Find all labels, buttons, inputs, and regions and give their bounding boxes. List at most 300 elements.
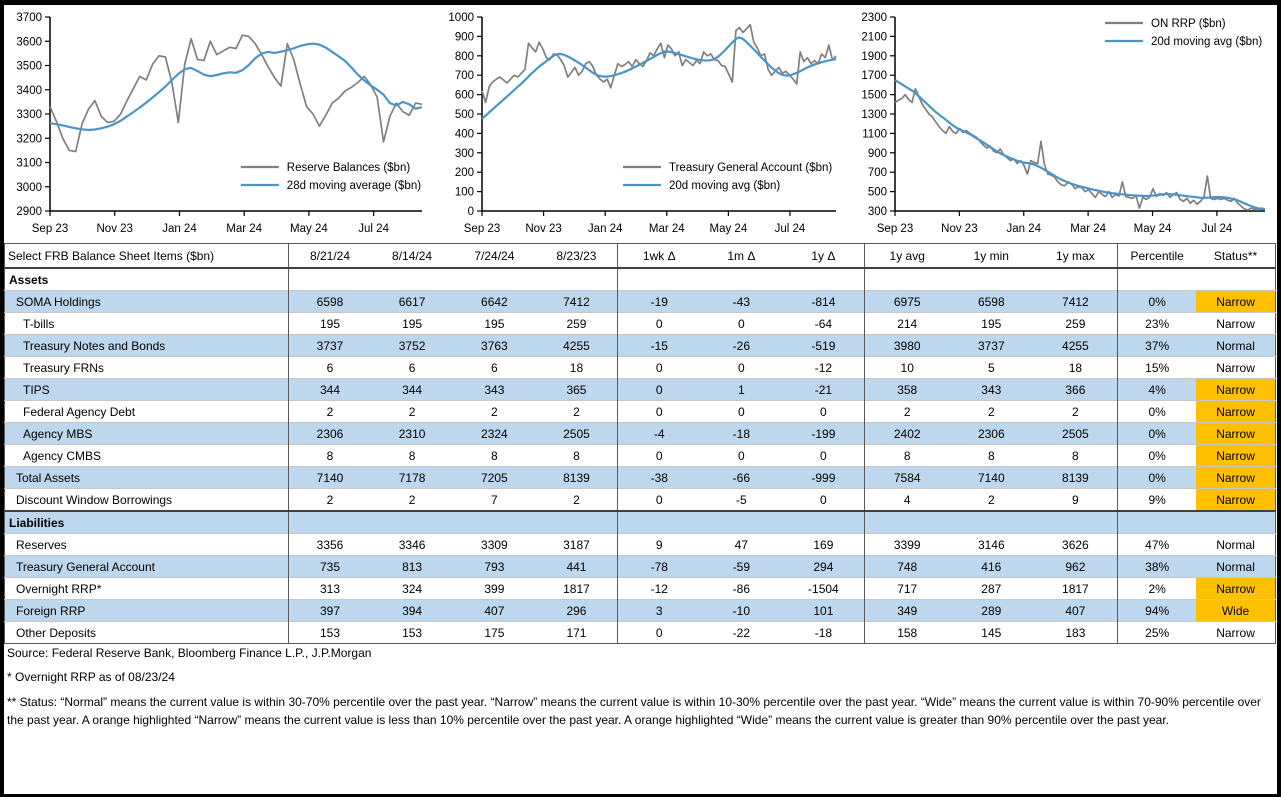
value-cell: 3399 [865,534,949,556]
table-row [5,489,1276,512]
legend-label: Reserve Balances ($bn) [286,162,411,174]
value-cell: 2 [1033,401,1117,423]
status-cell: Narrow [1196,445,1275,467]
value-cell: 145 [949,622,1033,644]
footnote-overnight-rrp: * Overnight RRP as of 08/23/24 [7,670,175,685]
value-cell: 407 [453,600,535,622]
value-cell: -15 [618,335,700,357]
row-label: T-bills [5,313,289,335]
x-tick-label: Sep 23 [463,223,500,235]
value-cell: -22 [700,622,782,644]
column-header: 1m Δ [700,244,782,269]
status-cell: Narrow [1196,489,1275,512]
table-row [5,556,1276,578]
value-cell: 195 [949,313,1033,335]
table-row [5,291,1276,313]
reserve-balances-chart-svg [6,7,430,241]
value-cell: 0 [618,489,700,512]
value-cell: 3737 [289,335,371,357]
value-cell: 4255 [536,335,618,357]
value-cell: 8 [949,445,1033,467]
row-label: Treasury Notes and Bonds [5,335,289,357]
value-cell: 171 [536,622,618,644]
y-tick-label: 600 [454,89,474,102]
table-row [5,578,1276,600]
table-body [5,268,1276,644]
table-row [5,357,1276,379]
value-cell: 0 [618,622,700,644]
value-cell: 214 [865,313,949,335]
value-cell: 259 [1033,313,1117,335]
value-cell [782,268,864,291]
y-tick-label: 1500 [861,89,887,102]
percentile-cell: 2% [1118,578,1196,600]
value-cell: 8 [865,445,949,467]
value-cell: 294 [782,556,864,578]
row-label: Assets [5,268,289,291]
row-label: Overnight RRP* [5,578,289,600]
value-cell: -999 [782,467,864,489]
value-cell: 169 [782,534,864,556]
value-cell: 9 [1033,489,1117,512]
value-cell: 962 [1033,556,1117,578]
value-cell: 9 [618,534,700,556]
x-tick-label: May 24 [709,223,747,235]
y-tick-label: 3400 [16,84,42,97]
percentile-cell: 47% [1118,534,1196,556]
row-label: SOMA Holdings [5,291,289,313]
y-tick-label: 2900 [16,206,42,218]
column-header: Percentile [1118,244,1196,269]
y-tick-label: 3300 [16,109,42,121]
status-cell: Narrow [1196,357,1275,379]
value-cell: 2 [289,489,371,512]
on-rrp-chart [851,7,1273,246]
y-tick-label: 3700 [16,12,42,24]
percentile-cell: 94% [1118,600,1196,622]
value-cell: 8 [1033,445,1117,467]
row-label: Foreign RRP [5,600,289,622]
value-cell: 296 [536,600,618,622]
series-line [482,25,836,103]
percentile-cell [1118,268,1196,291]
section-row [5,268,1276,291]
value-cell: -519 [782,335,864,357]
value-cell: -5 [700,489,782,512]
status-cell: Narrow [1196,423,1275,445]
column-header: 1y Δ [782,244,864,269]
value-cell: 3980 [865,335,949,357]
row-label: Treasury FRNs [5,357,289,379]
table-row [5,423,1276,445]
value-cell: 2 [371,401,453,423]
value-cell: 0 [618,401,700,423]
value-cell: 416 [949,556,1033,578]
column-header: 1y min [949,244,1033,269]
value-cell: 3146 [949,534,1033,556]
value-cell [618,268,700,291]
y-tick-label: 1700 [861,70,887,83]
series-line [50,35,422,151]
value-cell: -86 [700,578,782,600]
table-row [5,534,1276,556]
value-cell: 3 [618,600,700,622]
value-cell: 47 [700,534,782,556]
column-header: Status** [1196,244,1275,269]
percentile-cell: 0% [1118,401,1196,423]
value-cell: 7412 [1033,291,1117,313]
section-row [5,511,1276,534]
y-tick-label: 500 [867,186,887,199]
value-cell: 2310 [371,423,453,445]
row-label: Total Assets [5,467,289,489]
row-label: Federal Agency Debt [5,401,289,423]
table-row [5,600,1276,622]
value-cell [618,511,700,534]
value-cell: -43 [700,291,782,313]
value-cell: 2 [865,401,949,423]
value-cell: 8139 [536,467,618,489]
value-cell [289,268,371,291]
value-cell: -12 [782,357,864,379]
y-tick-label: 1100 [862,128,887,141]
value-cell: 394 [371,600,453,622]
y-tick-label: 3600 [16,36,42,49]
y-tick-label: 3000 [16,181,42,194]
x-tick-label: Nov 23 [524,223,562,235]
value-cell [371,268,453,291]
value-cell: 287 [949,578,1033,600]
value-cell: 0 [782,445,864,467]
value-cell: 158 [865,622,949,644]
value-cell: 3626 [1033,534,1117,556]
value-cell: -78 [618,556,700,578]
value-cell [371,511,453,534]
value-cell: 8 [289,445,371,467]
value-cell: 6642 [453,291,535,313]
percentile-cell: 0% [1118,445,1196,467]
value-cell: 2 [949,401,1033,423]
status-cell: Narrow [1196,379,1275,401]
value-cell: 313 [289,578,371,600]
value-cell: 8 [536,445,618,467]
y-tick-label: 1000 [447,12,474,24]
value-cell: -18 [700,423,782,445]
percentile-cell: 37% [1118,335,1196,357]
value-cell: 6 [289,357,371,379]
value-cell: 153 [289,622,371,644]
series-line [482,37,836,119]
value-cell: 259 [536,313,618,335]
y-tick-label: 300 [867,206,887,218]
reserve-balances-chart [6,7,430,246]
value-cell: 195 [289,313,371,335]
status-cell [1196,511,1275,534]
status-cell: Narrow [1196,291,1275,313]
table-row [5,335,1276,357]
row-label: TIPS [5,379,289,401]
value-cell: 2505 [536,423,618,445]
value-cell: 195 [371,313,453,335]
value-cell: 2 [289,401,371,423]
status-cell: Normal [1196,335,1275,357]
value-cell [949,268,1033,291]
y-tick-label: 0 [467,206,474,218]
x-tick-label: Jul 24 [774,223,805,235]
value-cell: -64 [782,313,864,335]
column-header: 8/14/24 [371,244,453,269]
value-cell [536,268,618,291]
legend-label: 20d moving avg ($bn) [1151,36,1263,48]
footnote-status-definition: ** Status: “Normal” means the current value is within 30-70% percentile over the past year. “Narrow” means the current value is within 10-30% percentile over the past year. “Wide” means the current value is within 70-90% percentile over the past year. A orange highlighted “Narrow” means the current value is less than 10% percentile over the past year. A orange highlighted “Wide” means the current value is greater than 90% percentile over the past year. [7,694,1261,728]
value-cell: 0 [782,489,864,512]
percentile-cell: 38% [1118,556,1196,578]
value-cell: 1 [700,379,782,401]
status-cell [1196,268,1275,291]
value-cell: 735 [289,556,371,578]
table-row [5,467,1276,489]
value-cell: 2306 [289,423,371,445]
percentile-cell: 4% [1118,379,1196,401]
value-cell: 358 [865,379,949,401]
percentile-cell: 9% [1118,489,1196,512]
percentile-cell [1118,511,1196,534]
percentile-cell: 15% [1118,357,1196,379]
x-tick-label: Jan 24 [587,223,622,235]
value-cell: 2402 [865,423,949,445]
value-cell: -4 [618,423,700,445]
value-cell [453,511,535,534]
x-tick-label: Nov 23 [96,223,133,235]
value-cell: 175 [453,622,535,644]
source-note: Source: Federal Reserve Bank, Bloomberg Finance L.P., J.P.Morgan [7,646,372,660]
y-tick-label: 3500 [16,60,42,73]
value-cell: 2505 [1033,423,1117,445]
column-header: 1wk Δ [618,244,700,269]
y-tick-label: 2300 [861,12,887,24]
x-tick-label: Jan 24 [1006,223,1042,235]
value-cell [289,511,371,534]
value-cell [1033,268,1117,291]
value-cell: 0 [700,401,782,423]
x-tick-label: Sep 23 [31,223,69,235]
value-cell: -814 [782,291,864,313]
value-cell: 3737 [949,335,1033,357]
value-cell: 343 [453,379,535,401]
value-cell: 2324 [453,423,535,445]
status-cell: Normal [1196,556,1275,578]
row-label: Agency CMBS [5,445,289,467]
value-cell: 195 [453,313,535,335]
value-cell [1033,511,1117,534]
status-cell: Normal [1196,534,1275,556]
y-tick-label: 300 [454,147,474,160]
x-tick-label: Mar 24 [226,223,263,235]
value-cell: 0 [700,445,782,467]
value-cell: 344 [289,379,371,401]
value-cell: 324 [371,578,453,600]
table-row [5,445,1276,467]
row-label: Agency MBS [5,423,289,445]
value-cell [949,511,1033,534]
value-cell: 5 [949,357,1033,379]
table-header [5,244,1276,269]
y-tick-label: 100 [454,186,474,199]
status-cell: Narrow [1196,578,1275,600]
value-cell: 6617 [371,291,453,313]
value-cell: 3309 [453,534,535,556]
x-tick-label: Mar 24 [648,223,685,235]
legend-label: 20d moving avg ($bn) [668,180,780,192]
value-cell: 441 [536,556,618,578]
value-cell: 0 [618,445,700,467]
value-cell: -26 [700,335,782,357]
value-cell: 2 [536,401,618,423]
y-tick-label: 3200 [16,133,42,146]
y-tick-label: 3100 [16,157,42,170]
row-label: Reserves [5,534,289,556]
x-tick-label: Jan 24 [162,223,197,235]
x-tick-label: Mar 24 [1070,223,1107,235]
value-cell: 7205 [453,467,535,489]
status-cell: Wide [1196,600,1275,622]
y-tick-label: 1300 [861,109,887,121]
value-cell: 2 [453,401,535,423]
value-cell: 101 [782,600,864,622]
column-header: 8/21/24 [289,244,371,269]
column-header: 7/24/24 [453,244,535,269]
value-cell [453,268,535,291]
value-cell: 153 [371,622,453,644]
value-cell [700,511,782,534]
percentile-cell: 23% [1118,313,1196,335]
value-cell: 6 [453,357,535,379]
value-cell: -10 [700,600,782,622]
value-cell: 397 [289,600,371,622]
value-cell: -59 [700,556,782,578]
x-tick-label: May 24 [1133,223,1172,235]
percentile-cell: 0% [1118,423,1196,445]
value-cell: 8 [453,445,535,467]
value-cell: 0 [618,357,700,379]
value-cell: -1504 [782,578,864,600]
value-cell: 7140 [289,467,371,489]
y-tick-label: 2100 [861,31,887,44]
status-cell: Narrow [1196,622,1275,644]
value-cell [865,268,949,291]
value-cell: 4 [865,489,949,512]
value-cell [782,511,864,534]
series-line [895,89,1265,210]
value-cell: 0 [618,379,700,401]
column-header: Select FRB Balance Sheet Items ($bn) [5,244,289,269]
y-tick-label: 200 [454,167,474,180]
value-cell: 6598 [289,291,371,313]
footnotes [4,644,1277,730]
value-cell: 2 [536,489,618,512]
value-cell: 2 [371,489,453,512]
value-cell: 183 [1033,622,1117,644]
status-cell: Narrow [1196,467,1275,489]
table-row [5,401,1276,423]
value-cell: 343 [949,379,1033,401]
column-header: 8/23/23 [536,244,618,269]
legend-label: Treasury General Account ($bn) [668,162,832,174]
value-cell [865,511,949,534]
y-tick-label: 1900 [861,50,887,63]
row-label: Treasury General Account [5,556,289,578]
value-cell: 407 [1033,600,1117,622]
value-cell: 3763 [453,335,535,357]
value-cell: 0 [782,401,864,423]
balance-sheet-table [4,243,1276,644]
value-cell: -21 [782,379,864,401]
value-cell: -199 [782,423,864,445]
y-tick-label: 900 [867,147,887,160]
value-cell [700,268,782,291]
value-cell: 717 [865,578,949,600]
value-cell: 365 [536,379,618,401]
value-cell: 7 [453,489,535,512]
treasury-general-account-chart-svg [438,7,844,241]
row-label: Liabilities [5,511,289,534]
value-cell: 0 [618,313,700,335]
value-cell [536,511,618,534]
status-cell: Narrow [1196,401,1275,423]
charts-row [4,5,1277,243]
value-cell: 1817 [1033,578,1117,600]
value-cell: 6598 [949,291,1033,313]
percentile-cell: 0% [1118,291,1196,313]
value-cell: 7584 [865,467,949,489]
value-cell: 0 [700,313,782,335]
value-cell: -38 [618,467,700,489]
value-cell: 4255 [1033,335,1117,357]
value-cell: 0 [700,357,782,379]
value-cell: 6975 [865,291,949,313]
value-cell: 7412 [536,291,618,313]
value-cell: 2 [949,489,1033,512]
y-tick-label: 500 [454,109,474,121]
percentile-cell: 25% [1118,622,1196,644]
value-cell: 289 [949,600,1033,622]
legend-label: 28d moving average ($bn) [286,180,422,192]
treasury-general-account-chart [438,7,844,246]
value-cell: 813 [371,556,453,578]
x-tick-label: Jul 24 [358,223,389,235]
x-tick-label: Jul 24 [1201,223,1233,235]
value-cell: 6 [371,357,453,379]
y-tick-label: 800 [454,50,474,63]
value-cell: 2306 [949,423,1033,445]
value-cell: 399 [453,578,535,600]
y-tick-label: 900 [454,31,474,44]
value-cell: -19 [618,291,700,313]
row-label: Other Deposits [5,622,289,644]
value-cell: -18 [782,622,864,644]
table-header-row [5,244,1276,269]
x-tick-label: May 24 [290,223,328,235]
value-cell: 8139 [1033,467,1117,489]
value-cell: 7140 [949,467,1033,489]
value-cell: 1817 [536,578,618,600]
value-cell: 344 [371,379,453,401]
value-cell: 8 [371,445,453,467]
value-cell: 793 [453,556,535,578]
value-cell: 3346 [371,534,453,556]
value-cell: 3356 [289,534,371,556]
table-row [5,379,1276,401]
